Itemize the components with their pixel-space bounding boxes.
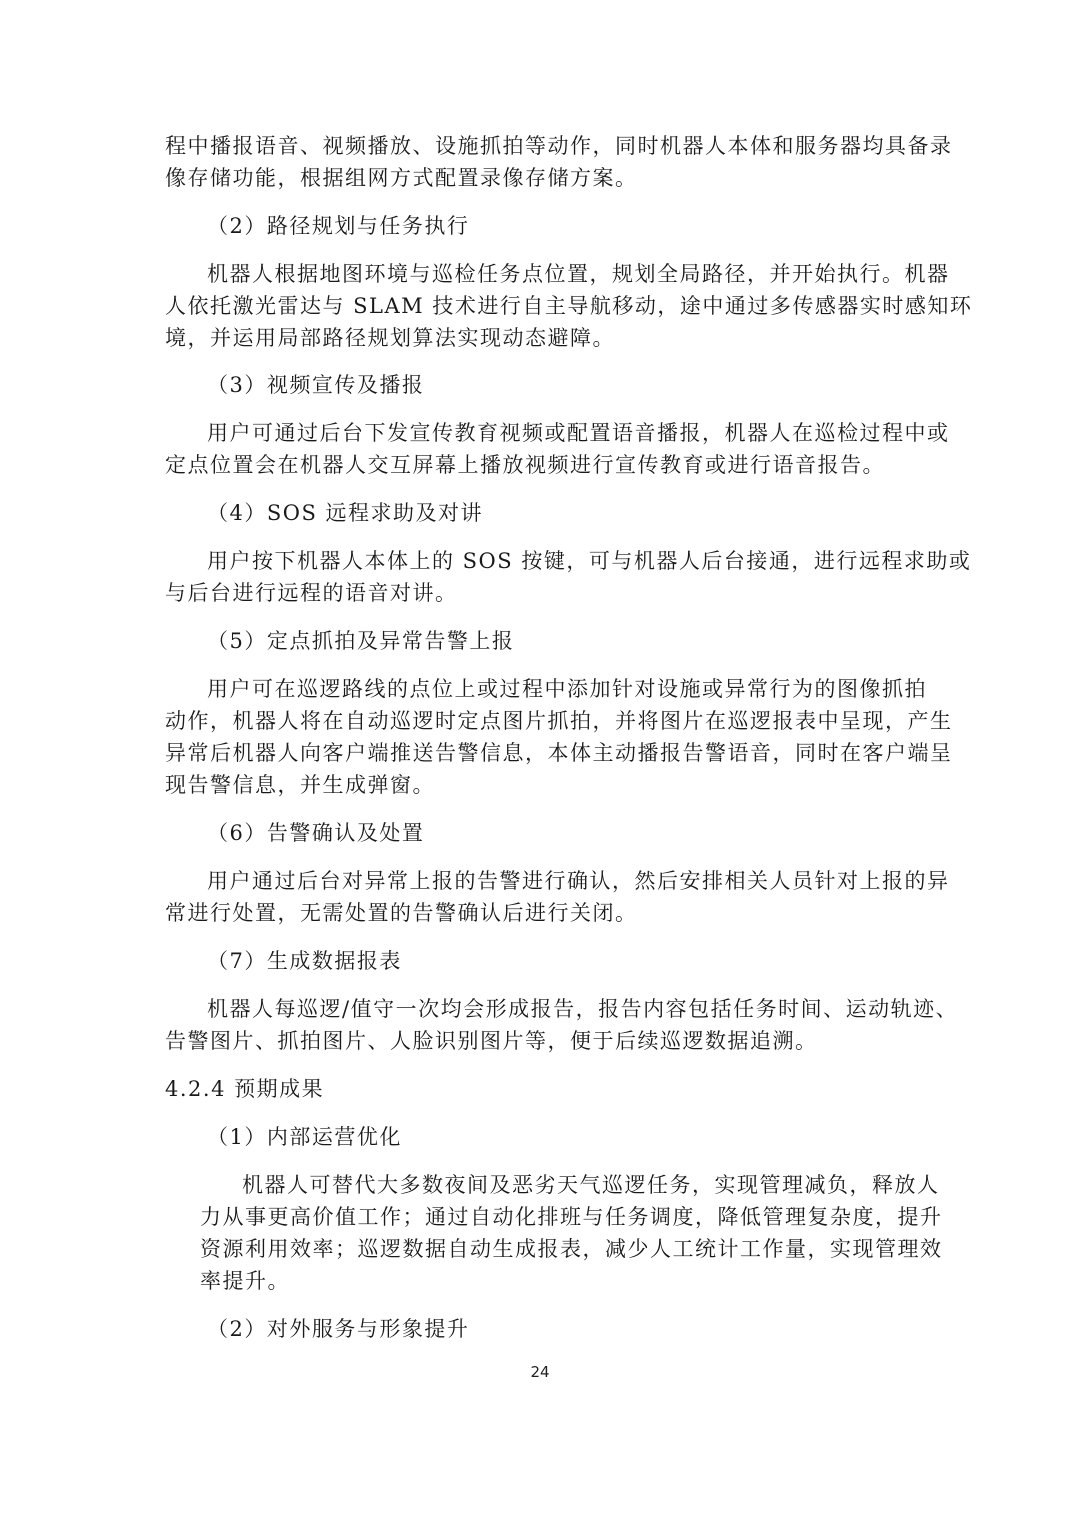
text-line: 人依托激光雷达与 SLAM 技术进行自主导航移动，途中通过多传感器实时感知环 (165, 294, 973, 318)
text-line: 用户通过后台对异常上报的告警进行确认，然后安排相关人员针对上报的异 (207, 869, 950, 893)
text-line: 现告警信息，并生成弹窗。 (165, 773, 435, 797)
text-line: 机器人每巡逻/值守一次均会形成报告，报告内容包括任务时间、运动轨迹、 (207, 997, 959, 1021)
paragraph (165, 258, 973, 354)
text-line: 用户按下机器人本体上的 SOS 按键，可与机器人后台接通，进行远程求助或 (207, 549, 972, 573)
paragraph (165, 417, 950, 481)
subheading: （5）定点抓拍及异常告警上报 (207, 629, 515, 653)
text-line: 像存储功能，根据组网方式配置录像存储方案。 (165, 166, 638, 190)
subheading: （7）生成数据报表 (207, 949, 402, 973)
paragraph (200, 1169, 943, 1297)
subheading: （2）路径规划与任务执行 (207, 214, 470, 238)
text-line: 率提升。 (200, 1269, 290, 1293)
subheading: （6）告警确认及处置 (207, 821, 425, 845)
text-line: 定点位置会在机器人交互屏幕上播放视频进行宣传教育或进行语音报告。 (165, 453, 885, 477)
paragraph (165, 865, 950, 929)
paragraph (165, 545, 972, 609)
paragraph (165, 673, 953, 801)
subheading: （1）内部运营优化 (207, 1125, 402, 1149)
text-line: 用户可在巡逻路线的点位上或过程中添加针对设施或异常行为的图像抓拍 (207, 677, 927, 701)
subheading: （2）对外服务与形象提升 (207, 1317, 470, 1341)
text-line: 资源利用效率；巡逻数据自动生成报表，减少人工统计工作量，实现管理效 (200, 1237, 943, 1261)
text-line: 用户可通过后台下发宣传教育视频或配置语音播报，机器人在巡检过程中或 (207, 421, 950, 445)
text-line: 动作，机器人将在自动巡逻时定点图片抓拍，并将图片在巡逻报表中呈现，产生 (165, 709, 953, 733)
text-line: 力从事更高价值工作；通过自动化排班与任务调度，降低管理复杂度，提升 (200, 1205, 943, 1229)
paragraph (165, 130, 953, 194)
section-heading: 4.2.4 预期成果 (165, 1077, 325, 1101)
text-line: 异常后机器人向客户端推送告警信息，本体主动播报告警语音，同时在客户端呈 (165, 741, 953, 765)
paragraph (165, 993, 959, 1057)
text-line: 境，并运用局部路径规划算法实现动态避障。 (165, 326, 615, 350)
text-line: 机器人根据地图环境与巡检任务点位置，规划全局路径，并开始执行。机器 (207, 262, 950, 286)
text-line: 程中播报语音、视频播放、设施抓拍等动作，同时机器人本体和服务器均具备录 (165, 134, 953, 158)
subheading: （4）SOS 远程求助及对讲 (207, 501, 484, 525)
page-number: 24 (530, 1363, 550, 1381)
subheading: （3）视频宣传及播报 (207, 373, 425, 397)
text-line: 常进行处置，无需处置的告警确认后进行关闭。 (165, 901, 638, 925)
text-line: 与后台进行远程的语音对讲。 (165, 581, 458, 605)
text-line: 机器人可替代大多数夜间及恶劣天气巡逻任务，实现管理减负，释放人 (242, 1173, 940, 1197)
text-line: 告警图片、抓拍图片、人脸识别图片等，便于后续巡逻数据追溯。 (165, 1029, 818, 1053)
